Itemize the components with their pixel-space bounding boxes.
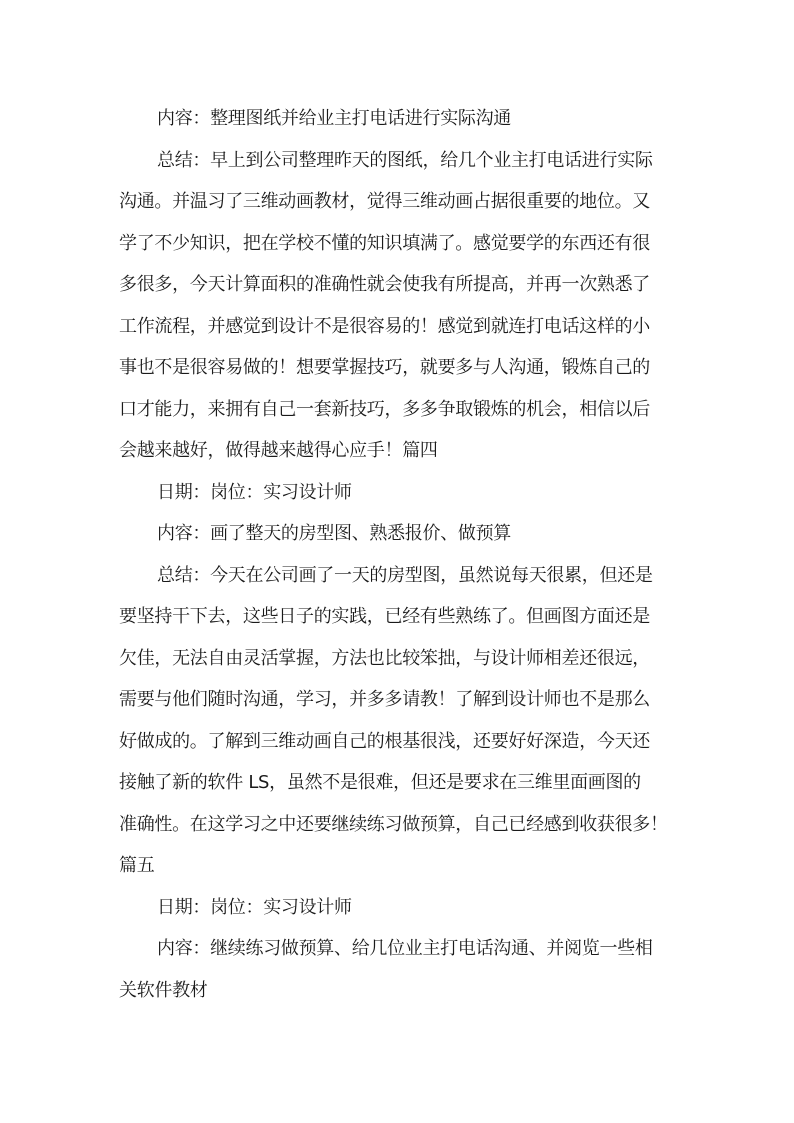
text-line: 内容：整理图纸并给业主打电话进行实际沟通 [157,108,511,129]
paragraph-content-1 [119,98,681,140]
text-line: 口才能力，来拥有自己一套新技巧，多多争取锻炼的机会，相信以后 [119,398,650,420]
text-line: 接触了新的软件 LS，虽然不是很难，但还是要求在三维里面画图的 [119,772,641,793]
text-line: 总结：早上到公司整理昨天的图纸，给几个业主打电话进行实际 [157,149,653,171]
text-line: 内容：画了整天的房型图、熟悉报价、做预算 [157,523,511,544]
paragraph-summary-1 [119,140,681,472]
text-line: 事也不是很容易做的！想要掌握技巧，就要多与人沟通，锻炼自己的 [119,357,650,378]
text-line: 欠佳，无法自由灵活掌握，方法也比较笨拙，与设计师相差还很远， [119,647,650,669]
document-body [119,98,681,1011]
text-line: 需要与他们随时沟通，学习，并多多请教！了解到设计师也不是那么 [119,689,650,710]
paragraph-summary-2 [119,555,681,887]
text-line: 准确性。在这学习之中还要继续练习做预算，自己已经感到收获很多！ [119,813,668,835]
text-line: 日期：岗位：实习设计师 [157,481,352,503]
text-line: 工作流程，并感觉到设计不是很容易的！感觉到就连打电话这样的小 [119,315,650,337]
paragraph-content-3 [119,928,681,1011]
text-line: 好做成的。了解到三维动画自己的根基很浅，还要好好深造，今天还 [119,730,650,752]
paragraph-date-position-1 [119,472,681,514]
text-line: 多很多，今天计算面积的准确性就会使我有所提高，并再一次熟悉了 [119,274,650,295]
text-line: 学了不少知识，把在学校不懂的知识填满了。感觉要学的东西还有很 [119,232,650,254]
paragraph-content-2 [119,513,681,555]
text-line: 篇五 [119,855,155,876]
text-line: 关软件教材 [119,979,208,1001]
text-line: 会越来越好，做得越来越得心应手！篇四 [119,440,438,461]
text-line: 要坚持干下去，这些日子的实践，已经有些熟练了。但画图方面还是 [119,606,650,627]
text-line: 内容：继续练习做预算、给几位业主打电话沟通、并阅览一些相 [157,938,653,959]
paragraph-date-position-2 [119,887,681,929]
text-line: 日期：岗位：实习设计师 [157,896,352,918]
text-line: 沟通。并温习了三维动画教材，觉得三维动画占据很重要的地位。又 [119,191,650,212]
text-line: 总结：今天在公司画了一天的房型图，虽然说每天很累，但还是 [157,564,653,586]
